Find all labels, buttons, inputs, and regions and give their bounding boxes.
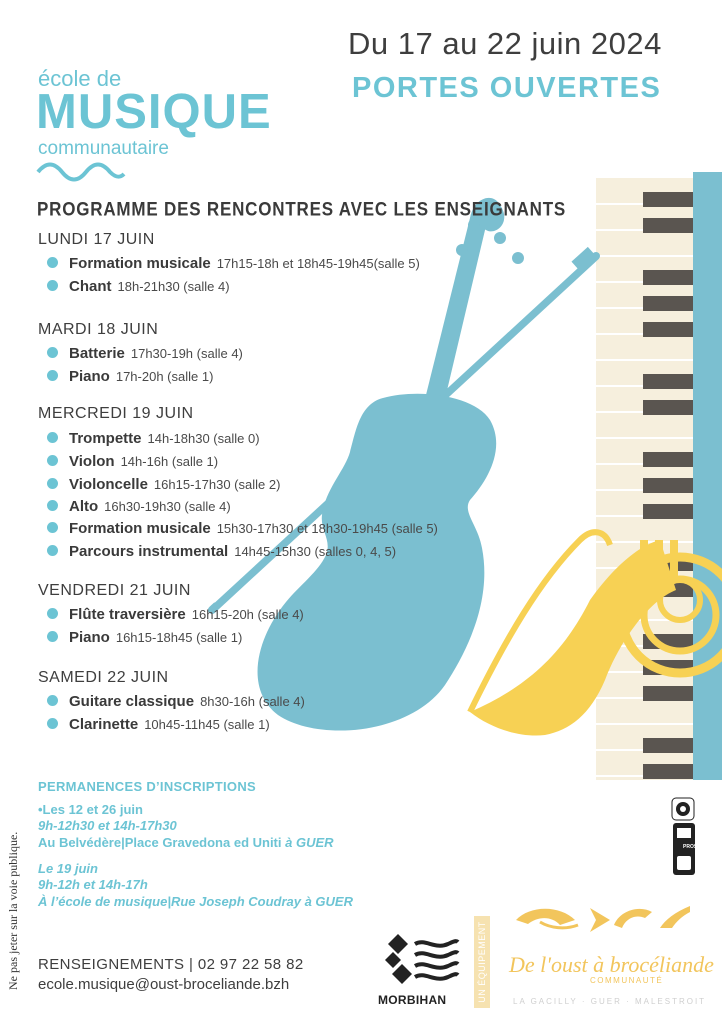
schedule-item (47, 629, 242, 646)
time-slot: 10h45-11h45 (salle 1) (144, 717, 270, 732)
bullet-icon (47, 478, 58, 489)
bullet-icon (47, 718, 58, 729)
time-slot: 14h-16h (salle 1) (120, 454, 219, 469)
bullet-icon (47, 280, 58, 291)
inscription-place-2: À l’école de musique|Rue Joseph Coudray à GUER (38, 894, 353, 909)
day-heading: MARDI 18 JUIN (38, 321, 159, 338)
instrument-name: Trompette (69, 430, 142, 447)
morbihan-label: MORBIHAN (378, 993, 447, 1007)
schedule-item (47, 476, 280, 493)
oab-name: De l'oust à brocéliande (509, 952, 714, 977)
inscriptions-title: PERMANENCES D’INSCRIPTIONS (38, 779, 256, 794)
schedule-item (47, 520, 438, 537)
bullet-icon (47, 432, 58, 443)
schedule-item (47, 716, 270, 733)
schedule-item (47, 278, 230, 295)
schedule-item (47, 453, 218, 470)
time-slot: 14h45-15h30 (salles 0, 4, 5) (234, 544, 397, 559)
instrument-name: Violon (69, 453, 115, 470)
schedule-item (47, 693, 305, 710)
event-date-range: Du 17 au 22 juin 2024 (348, 26, 662, 61)
bullet-icon (47, 545, 58, 556)
instrument-name: Piano (69, 368, 110, 385)
day-heading: MERCREDI 19 JUIN (38, 405, 194, 422)
inscription-dates-2: Le 19 juin (38, 861, 98, 876)
instrument-name: Parcours instrumental (69, 543, 229, 560)
logo-wave (38, 165, 124, 180)
oab-logo-mark (516, 906, 690, 932)
day-heading: VENDREDI 21 JUIN (38, 582, 191, 599)
bullet-icon (47, 695, 58, 706)
piano-black-key (643, 738, 693, 753)
piano-black-key (643, 504, 693, 519)
time-slot: 18h-21h30 (salle 4) (117, 279, 230, 294)
schedule-item (47, 430, 260, 447)
piano-black-key (643, 192, 693, 207)
piano-black-key (643, 686, 693, 701)
place-name: Au Belvédère|Place Gravedona ed Uniti (38, 835, 282, 850)
logo-ecole-de: école de (38, 66, 122, 91)
time-slot: 14h-18h30 (salle 0) (147, 431, 260, 446)
instrument-name: Clarinette (69, 716, 139, 733)
morbihan-flag-icon (385, 934, 458, 984)
bullet-icon (47, 257, 58, 268)
time-slot: 16h15-20h (salle 4) (191, 607, 304, 622)
inscription-hours-2: 9h-12h et 14h-17h (38, 877, 148, 892)
place-town: GUER (295, 835, 334, 850)
instrument-name: Batterie (69, 345, 125, 362)
schedule-item (47, 255, 420, 272)
contact-phone: RENSEIGNEMENTS | 02 97 22 58 82 (38, 956, 304, 973)
prospectus-label: PROSPECTUS (683, 844, 718, 850)
piano-black-key (643, 478, 693, 493)
schedule-item (47, 606, 304, 623)
violin-graphic (258, 198, 524, 731)
equipement-label: UN ÉQUIPEMENT (474, 916, 490, 1008)
time-slot: 17h15-18h et 18h45-19h45(salle 5) (216, 256, 420, 271)
instrument-name: Piano (69, 629, 110, 646)
contact-email[interactable]: ecole.musique@oust-broceliande.bzh (38, 976, 290, 993)
piano-black-key (643, 218, 693, 233)
logo-musique: MUSIQUE (36, 85, 272, 139)
schedule-item (47, 345, 243, 362)
place-prefix: à (281, 835, 296, 850)
inscription-dates-1: •Les 12 et 26 juin (38, 802, 143, 817)
schedule-item (47, 498, 231, 515)
time-slot: 16h15-17h30 (salle 2) (153, 477, 281, 492)
schedule-item (47, 543, 396, 560)
piano-black-key (643, 374, 693, 389)
bullet-icon (47, 500, 58, 511)
instrument-name: Flûte traversière (69, 606, 186, 623)
piano-black-key (643, 400, 693, 415)
day-heading: LUNDI 17 JUIN (38, 231, 155, 248)
event-title: PORTES OUVERTES (352, 72, 662, 104)
time-slot: 15h30-17h30 et 18h30-19h45 (salle 5) (216, 521, 438, 536)
bullet-icon (47, 347, 58, 358)
time-slot: 8h30-16h (salle 4) (200, 694, 305, 709)
bullet-icon (47, 522, 58, 533)
piano-black-key (643, 452, 693, 467)
day-heading: SAMEDI 22 JUIN (38, 669, 169, 686)
instrument-name: Guitare classique (69, 693, 195, 710)
inscription-hours-1: 9h-12h30 et 14h-17h30 (38, 818, 177, 833)
instrument-name: Violoncelle (69, 476, 148, 493)
inscription-place-1 (38, 835, 334, 850)
bullet-icon (47, 455, 58, 466)
oab-subtitle: COMMUNAUTÉ (590, 976, 664, 985)
bullet-icon (47, 631, 58, 642)
oab-towns: LA GACILLY · GUER · MALESTROIT (513, 997, 707, 1006)
piano-black-key (643, 764, 693, 779)
piano-black-key (643, 322, 693, 337)
bullet-icon (47, 370, 58, 381)
program-title: PROGRAMME DES RENCONTRES AVEC LES ENSEIGNANTS (37, 198, 567, 220)
instrument-name: Formation musicale (69, 520, 211, 537)
instrument-name: Chant (69, 278, 112, 295)
recycle-badge-icon (672, 798, 694, 820)
time-slot: 17h30-19h (salle 4) (130, 346, 243, 361)
logo-communautaire: communautaire (38, 138, 169, 159)
time-slot: 17h-20h (salle 1) (115, 369, 214, 384)
piano-black-key (643, 270, 693, 285)
instrument-name: Alto (69, 498, 99, 515)
instrument-name: Formation musicale (69, 255, 211, 272)
schedule-item (47, 368, 213, 385)
piano-black-key (643, 296, 693, 311)
piano-keyboard-graphic (596, 172, 722, 780)
bullet-icon (47, 608, 58, 619)
side-note: Ne pas jeter sur la voie publique. (6, 831, 20, 990)
time-slot: 16h15-18h45 (salle 1) (115, 630, 243, 645)
time-slot: 16h30-19h30 (salle 4) (104, 499, 231, 514)
